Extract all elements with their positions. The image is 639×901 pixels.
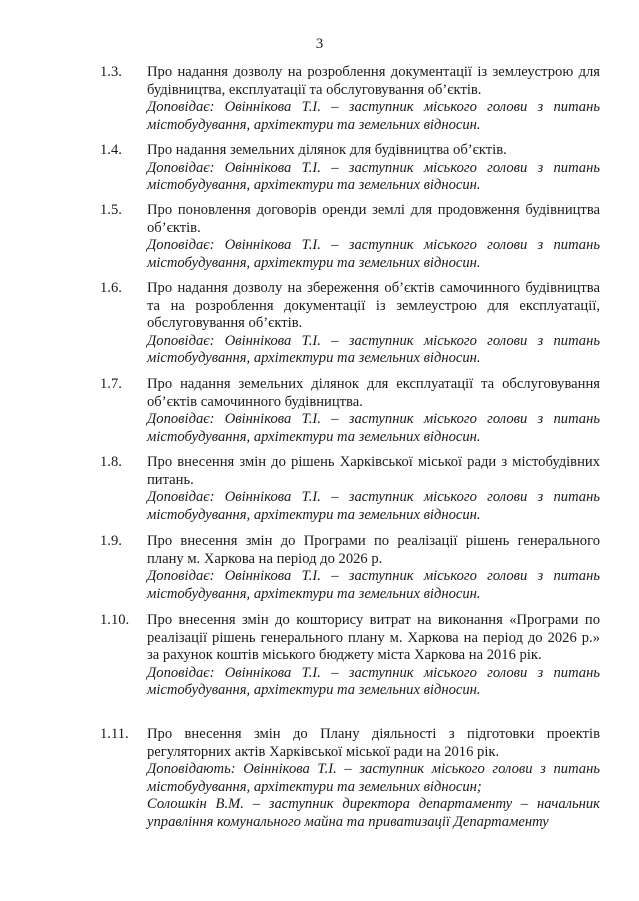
item-title: Про надання дозволу на збереження об’єктів самочинного будівництва та на розроблення документації із землеустрою для експлуатації, обслуговування об’єктів. — [147, 280, 600, 331]
item-title: Про поновлення договорів оренди землі для продовження будівництва об’єктів. — [147, 202, 600, 236]
page-number: 3 — [315, 36, 324, 52]
item-reporter: Доповідає: Овіннікова Т.І. – заступник міського голови з питань містобудування, архітектури та земельних відносин. — [147, 237, 600, 271]
item-number: 1.4. — [100, 142, 122, 158]
item-title: Про надання земельних ділянок для експлуатації та обслуговування об’єктів самочинного будівництва. — [147, 376, 600, 410]
item-number: 1.11. — [100, 726, 129, 742]
item-number: 1.8. — [100, 454, 122, 470]
item-title: Про внесення змін до Плану діяльності з підготовки проектів регуляторних актів Харківської міської ради на 2016 рік. — [147, 726, 600, 760]
item-number: 1.3. — [100, 64, 122, 80]
item-reporter: Доповідає: Овіннікова Т.І. – заступник міського голови з питань містобудування, архітектури та земельних відносин. — [147, 159, 600, 193]
item-title: Про надання земельних ділянок для будівництва об’єктів. — [147, 142, 507, 158]
item-reporter: Доповідають: Овіннікова Т.І. – заступник міського голови з питань містобудування, архітектури та земельних відносин; — [147, 761, 600, 795]
item-number: 1.10. — [100, 612, 130, 628]
item-reporter: Доповідає: Овіннікова Т.І. – заступник міського голови з питань містобудування, архітектури та земельних відносин. — [147, 489, 600, 523]
item-title: Про надання дозволу на розроблення документації із землеустрою для будівництва, експлуатації та обслуговування об’єктів. — [147, 64, 600, 98]
item-reporter: Доповідає: Овіннікова Т.І. – заступник міського голови з питань містобудування, архітектури та земельних відносин. — [147, 332, 600, 366]
item-number: 1.7. — [100, 376, 122, 392]
item-reporter: Доповідає: Овіннікова Т.І. – заступник міського голови з питань містобудування, архітектури та земельних відносин. — [147, 664, 600, 698]
item-reporter: Доповідає: Овіннікова Т.І. – заступник міського голови з питань містобудування, архітектури та земельних відносин. — [147, 99, 600, 133]
item-title: Про внесення змін до Програми по реалізації рішень генерального плану м. Харкова на період до 2026 р. — [147, 533, 600, 567]
item-reporter: Доповідає: Овіннікова Т.І. – заступник міського голови з питань містобудування, архітектури та земельних відносин. — [147, 568, 600, 602]
item-title: Про внесення змін до рішень Харківської міської ради з містобудівних питань. — [147, 454, 600, 488]
item-reporter-second: Солошкін В.М. – заступник директора департаменту – начальник управління комунального майна та приватизації Департаменту — [147, 796, 600, 830]
item-title: Про внесення змін до кошторису витрат на виконання «Програми по реалізації рішень генерального плану м. Харкова на період до 2026 р.» за рахунок коштів міського бюджету міста Харкова на 2016 рік. — [147, 612, 600, 663]
item-reporter: Доповідає: Овіннікова Т.І. – заступник міського голови з питань містобудування, архітектури та земельних відносин. — [147, 411, 600, 445]
item-number: 1.5. — [100, 202, 122, 218]
item-number: 1.6. — [100, 280, 122, 296]
item-number: 1.9. — [100, 533, 122, 549]
